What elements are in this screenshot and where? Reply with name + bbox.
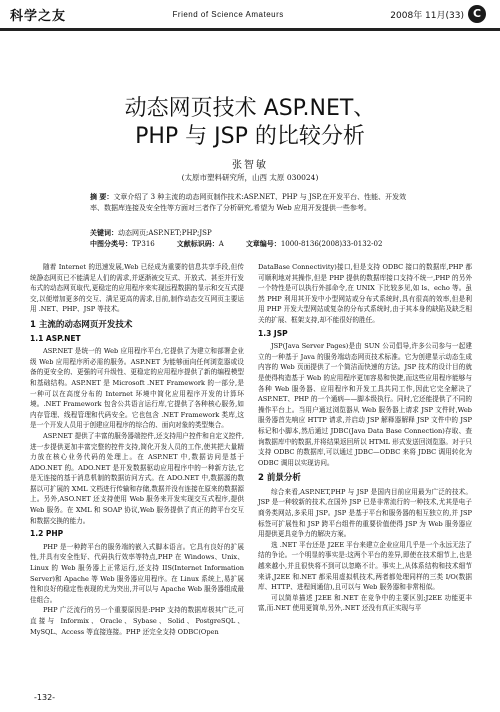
right-column [258, 262, 472, 614]
classification-row [90, 239, 420, 250]
article-title [0, 95, 500, 151]
keywords-label: 关键词： [90, 229, 118, 237]
clc-field [90, 239, 155, 250]
paragraph: 选 .NET 平台还是 J2EE 平台来建立企业应用几乎是一个永远无法了结的争论。一个明显的事实是:这两个平台的差异,即使在技术细节上,也是越来越小,并且很快将不到可以忽略不计。事实上,从体系结构和技术细节来讲,J2EE 和.NET 都采用虚拟机技术,两者都处理同样的三类 I/O(数据库、HTTP、进程间通信),且可以与 Web 服务器和非常相似。 [258, 540, 472, 592]
title-line-1: 动态网页技术 ASP.NET、 [124, 96, 376, 121]
abstract [90, 192, 420, 214]
abstract-label: 摘 要： [90, 193, 114, 201]
article-no-value: 1000-8136(2008)33-0132-02 [280, 240, 383, 248]
journal-logo: C [468, 5, 486, 23]
keywords [90, 228, 420, 239]
paragraph: PHP 广泛流行的另一个重要原因是:PHP 支持的数据库极其广泛,可直接与 Informix、Oracle、Sybase、Solid、PostgreSQL、MySQL、Access 等直接连接。PHP 还完全支持 ODBC(Open [30, 606, 244, 636]
section-heading: 2 前景分析 [258, 473, 301, 484]
subsection-heading: 1.1 ASP.NET [30, 333, 81, 343]
article-no-label: 文章编号： [245, 240, 281, 248]
journal-english-name: Friend of Science Amateurs [172, 9, 284, 19]
page-header [0, 0, 500, 28]
doc-code-value: A [218, 240, 224, 248]
intro-paragraph: 随着 Internet 的迅速发展,Web 已经成为重要的信息共享手段,但传统静态网页已不能满足人们的需求,并逐渐被交互式、开放式、甚至并行发布式的动态网页取代,更稳定的应用程序来实现远程数据的显示和交互式提交,以便增加更多的交互、满足更高的需求,目前,制作动态交互网页主要运用 .NET、PHP、JSP 等技术。 [30, 263, 244, 314]
paragraph: ASP.NET 提供了丰富的服务器端控件,还支持用户控件和自定义控件,进一步提供更加丰富完整的控件支持,简化开发人员的工作,使其把大量精力放在核心业务代码的处理上。在 ASP.NET 中,数据访问是基于 ADO.NET 的。ADO.NET 是开发数据驱动应用程序中的一种新方法,它是无连接的基于消息机制的数据访问方式。在 ADO.NET 中,数据源的数据以可扩展的 XML 文档进行传输和存储,数据并没有连接在原来的数据源上。另外,ASO.NET 还支持使用 Web 服务来开发实现交互式程序,提供 Web 服务。在 XML 和 SOAP 协议,Web 服务提供了真正的跨平台交互和数据交换的能力。 [30, 431, 244, 525]
journal-name: 科学之友 [10, 8, 67, 24]
subsection-heading: 1.2 PHP [30, 529, 64, 539]
clc-value: TP316 [132, 240, 155, 248]
title-line-2: PHP 与 JSP 的比较分析 [135, 124, 365, 149]
subsection-heading: 1.3 JSP [258, 328, 288, 338]
paragraph: 综合来看,ASP.NET,PHP 与 JSP 是国内目前应用最为广泛的技术。JSP 是一种较新的技术,在国外 JSP 已是非常流行的一种技术,尤其是电子商务类网站,多采用 JSP。JSP 是基于平台和服务器的相互独立的,并 JSP 标签可扩展性和 JSP 跨平台组件的重要价值使得 JSP 为 Web 服务器应用提供更具竞争力的解决方案。 [258, 487, 472, 539]
abstract-text: 文章介绍了 3 种主流的动态网页制作技术:ASP.NET、PHP 与 JSP,在开发平台、性能、开发效率、数据库连接及安全性等方面对三者作了分析研究,希望为 Web 应用开发提供一些参考。 [90, 193, 407, 212]
paragraph: 可以简单描述 J2EE 和.NET 在竞争中的主要区别;J2EE 功能更丰富,而.NET 使用更简单,另外,.NET 还没有真正实现与平 [258, 593, 472, 613]
page-number: -132- [34, 693, 56, 702]
paragraph: ASP.NET 是统一的 Web 应用程序平台,它提供了为建立和部署企业级 Web 应用程序所必需的服务。ASP.NET 为能够面向任何浏览器或设备的更安全的、更强的可升级性、更稳定的应用程序提供了新的编程模型和基础结构。ASP.NET 是 Microsoft .NET Framework 的一部分,是一种可以在高度分布的 Internet 环境中简化应用程序开发的计算环境。.NET Framework 包含公共语言运行库,它提供了各种核心服务,如内存管理、线程管理和代码安全。它也包含 .NET Framework 类库,这是一个开发人员用于创建应用程序的综合的、面向对象的类型集合。 [30, 347, 244, 430]
affiliation: (太原市塑料研究所，山西 太原 030024) [181, 173, 319, 182]
keywords-text: 动态网页;ASP.NET;PHP;JSP [118, 229, 212, 237]
paragraph: JSP(Java Server Pages)是由 SUN 公司倡导,许多公司参与一起建立的一种基于 Java 的服务端动态网页技术标准。它为创建显示动态生成内容的 Web 页面提供了一个简洁而快速的方法。JSP 技术的设计目的就是使得构造基于 Web 的应用程序更加容易和快捷,而这些应用程序能够与各种 Web 服务器、应用程序和开发工具共同工作,因此它完全解决了 ASP.NET、PHP 的一个通病——脚本级执行。同时,它还能提供了不同的操作平台上。当用户通过浏览器从 Web 服务器上请求 JSP 文件时,Web 服务器首先响应 HTTP 请求,并启动 JSP 解释器解释 JSP 文件中的 JSP 标记和小脚本,然后通过 JDBC(Java Data Base Connection)存取、查询数据库中的数据,并将结果返回所以 HTML 形式发送回浏览器。对于只支持 ODBC 的数据库,可以通过 JDBC—ODBC 来将 JDBC 调用转化为 ODBC 调用以实现访问。 [258, 342, 472, 467]
clc-label: 中图分类号： [90, 240, 132, 248]
issue-info [390, 5, 486, 23]
section-heading: 1 主流的动态网页开发技术 [30, 319, 133, 330]
left-column [30, 262, 244, 637]
doc-code-field [177, 239, 224, 250]
paragraph: PHP 是一种跨平台的服务端的嵌入式脚本语言。它具有良好的扩展性,并具有安全性好、代码执行效率等特点,PHP 在 Windows、Unix、Linux 的 Web 服务器上正常运行,还支持 IIS(Internet Information Server)和 Apache 等 Web 服务器应用程序。在 Linux 系统上,易扩展性和良好的稳定性表现的尤为突出,并可以与 Apache Web 服务器组成最佳组合。 [30, 542, 244, 604]
article-no-field [246, 239, 383, 250]
doc-code-label: 文献标识码： [176, 240, 219, 248]
header-rule [0, 28, 500, 31]
author: 张智敏 [232, 160, 268, 171]
issue-label: 2008年 11月(33) [390, 10, 464, 21]
paragraph: DataBase Connectivity)接口,但是支持 ODBC 接口的数据库,PHP 都可顺利地对其操作,但是 PHP 提供的数据库接口支持不统一,PHP 的另外一个特性是可以执行外部命令,在 UNIX 下比较多见,如 ls、echo 等。虽然 PHP 利用其开发中小型网站或分布式系统时,具有很高的效率,但是利用 PHP 开发大型网站或复杂的分布式系统时,由于其本身的缺陷及缺乏相关的扩展、框架支持,却不能很好的胜任。 [258, 263, 472, 324]
